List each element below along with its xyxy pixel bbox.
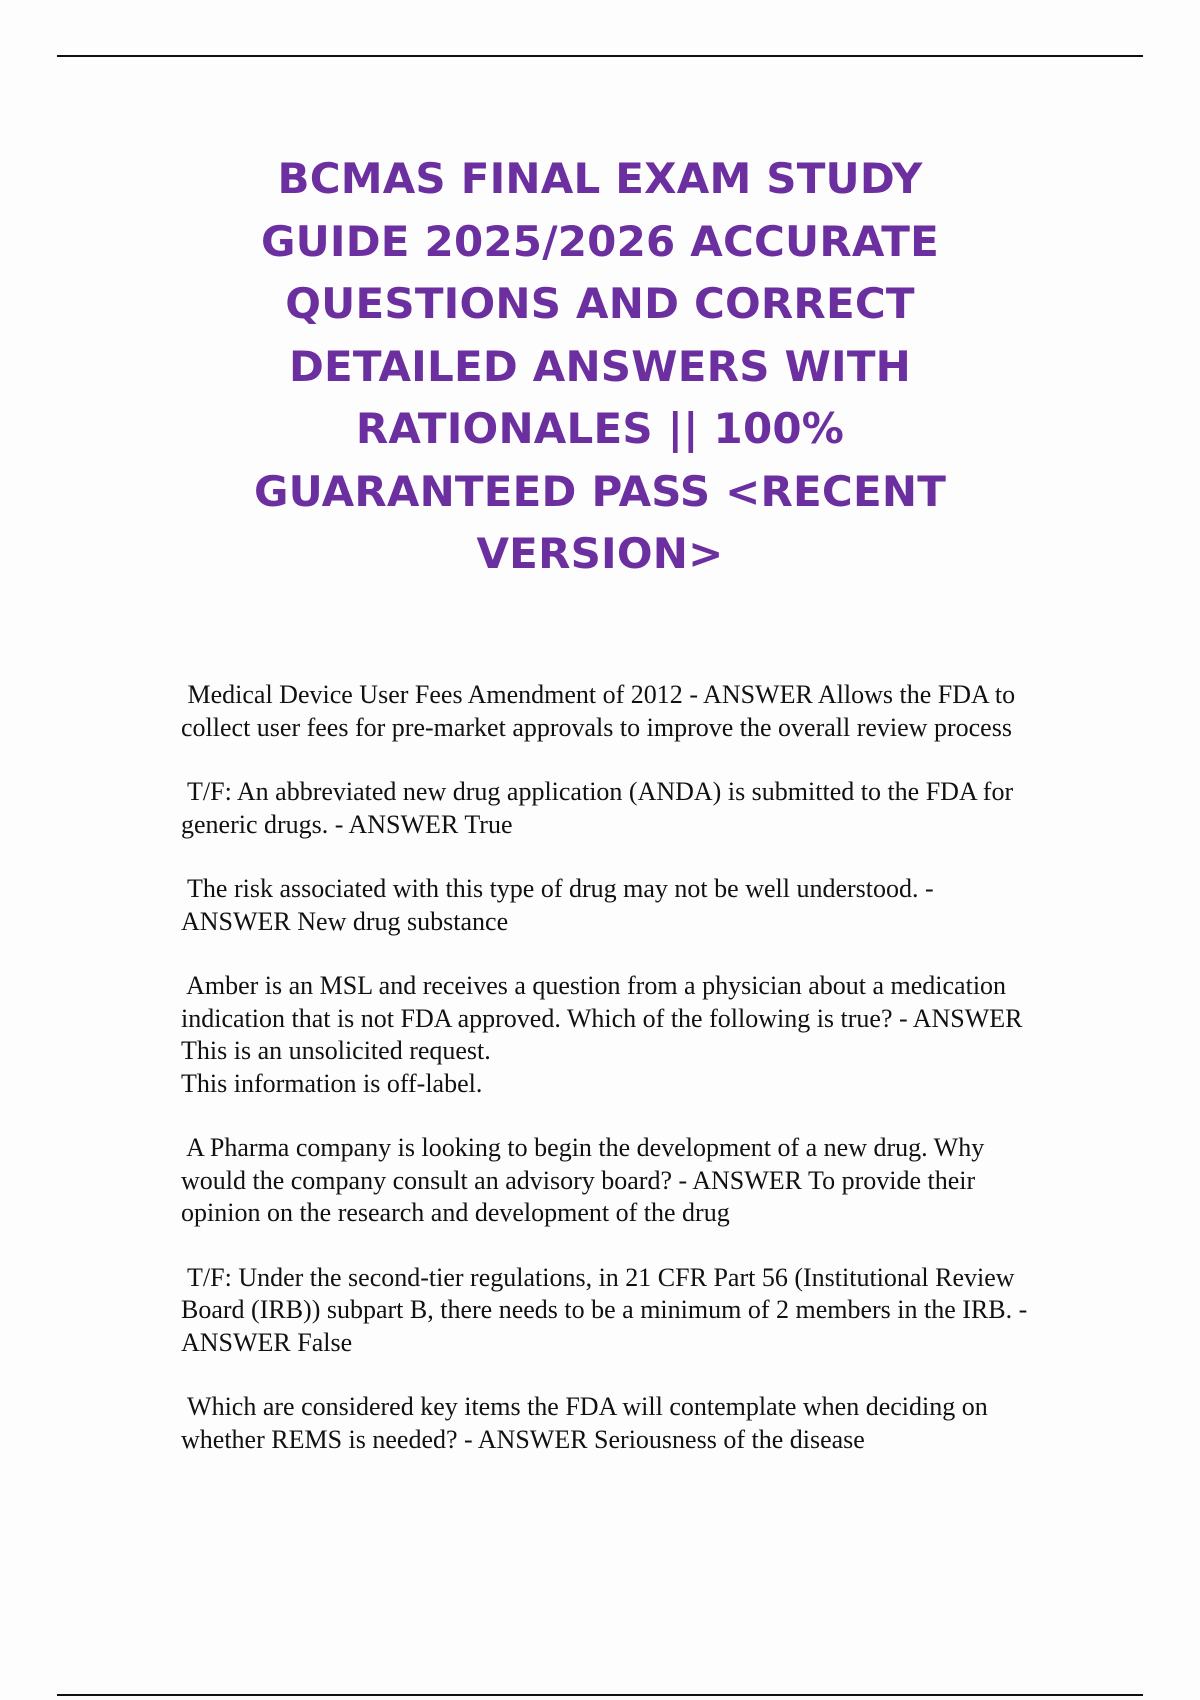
answer-separator: - ANSWER bbox=[181, 874, 934, 936]
qa-item bbox=[181, 1132, 1031, 1230]
answer-text: To provide their opinion on the research and development of the drug bbox=[181, 1165, 976, 1227]
answer-text: False bbox=[297, 1327, 353, 1357]
answer-separator: - ANSWER bbox=[328, 809, 465, 839]
qa-item bbox=[181, 970, 1031, 1100]
qa-item bbox=[181, 1262, 1031, 1360]
answer-text: Allows the FDA to collect user fees for pre-market approvals to improve the overall review process bbox=[181, 680, 1016, 742]
answer-separator: - ANSWER bbox=[682, 680, 818, 709]
qa-item bbox=[181, 1391, 1031, 1456]
question-text: A Pharma company is looking to begin the development of a new drug. Why would the company consult an advisory board? bbox=[181, 1133, 985, 1195]
question-text: Medical Device User Fees Amendment of 2012 bbox=[187, 680, 683, 709]
qa-item bbox=[181, 679, 1031, 744]
question-text: Amber is an MSL and receives a question from a physician about a medication indication that is not FDA approved. Which of the following is true? bbox=[181, 971, 1007, 1033]
qa-list bbox=[181, 679, 1031, 1488]
question-text: Which are considered key items the FDA will contemplate when deciding on whether REMS is needed? bbox=[181, 1392, 988, 1454]
answer-text: New drug substance bbox=[297, 906, 509, 936]
question-text: T/F: Under the second-tier regulations, in 21 CFR Part 56 (Institutional Review Board (IRB)) subpart B, there needs to be a minimum of 2 members in the IRB. bbox=[181, 1262, 1015, 1324]
document-title: BCMAS FINAL EXAM STUDY GUIDE 2025/2026 ACCURATE QUESTIONS AND CORRECT DETAILED ANSWERS WITH RATIONALES || 100% GUARANTEED PASS <RECENT VERSION> bbox=[253, 154, 947, 578]
answer-text: This is an unsolicited request. bbox=[181, 1036, 491, 1065]
qa-item bbox=[181, 873, 1031, 938]
bottom-rule bbox=[57, 1694, 1143, 1696]
answer-separator: - ANSWER bbox=[181, 1295, 1028, 1357]
top-rule bbox=[57, 55, 1143, 57]
answer-separator: - ANSWER bbox=[457, 1424, 595, 1454]
question-text: T/F: An abbreviated new drug application (ANDA) is submitted to the FDA for generic drugs. bbox=[181, 777, 1014, 839]
answer-separator: - ANSWER bbox=[672, 1165, 809, 1195]
qa-item bbox=[181, 776, 1031, 841]
answer-text-line-2: This information is off-label. bbox=[181, 1068, 483, 1098]
question-text: The risk associated with this type of drug may not be well understood. bbox=[187, 874, 919, 903]
answer-text: True bbox=[464, 809, 513, 839]
answer-text: Seriousness of the disease bbox=[594, 1424, 865, 1454]
answer-separator: - ANSWER bbox=[892, 1003, 1023, 1033]
